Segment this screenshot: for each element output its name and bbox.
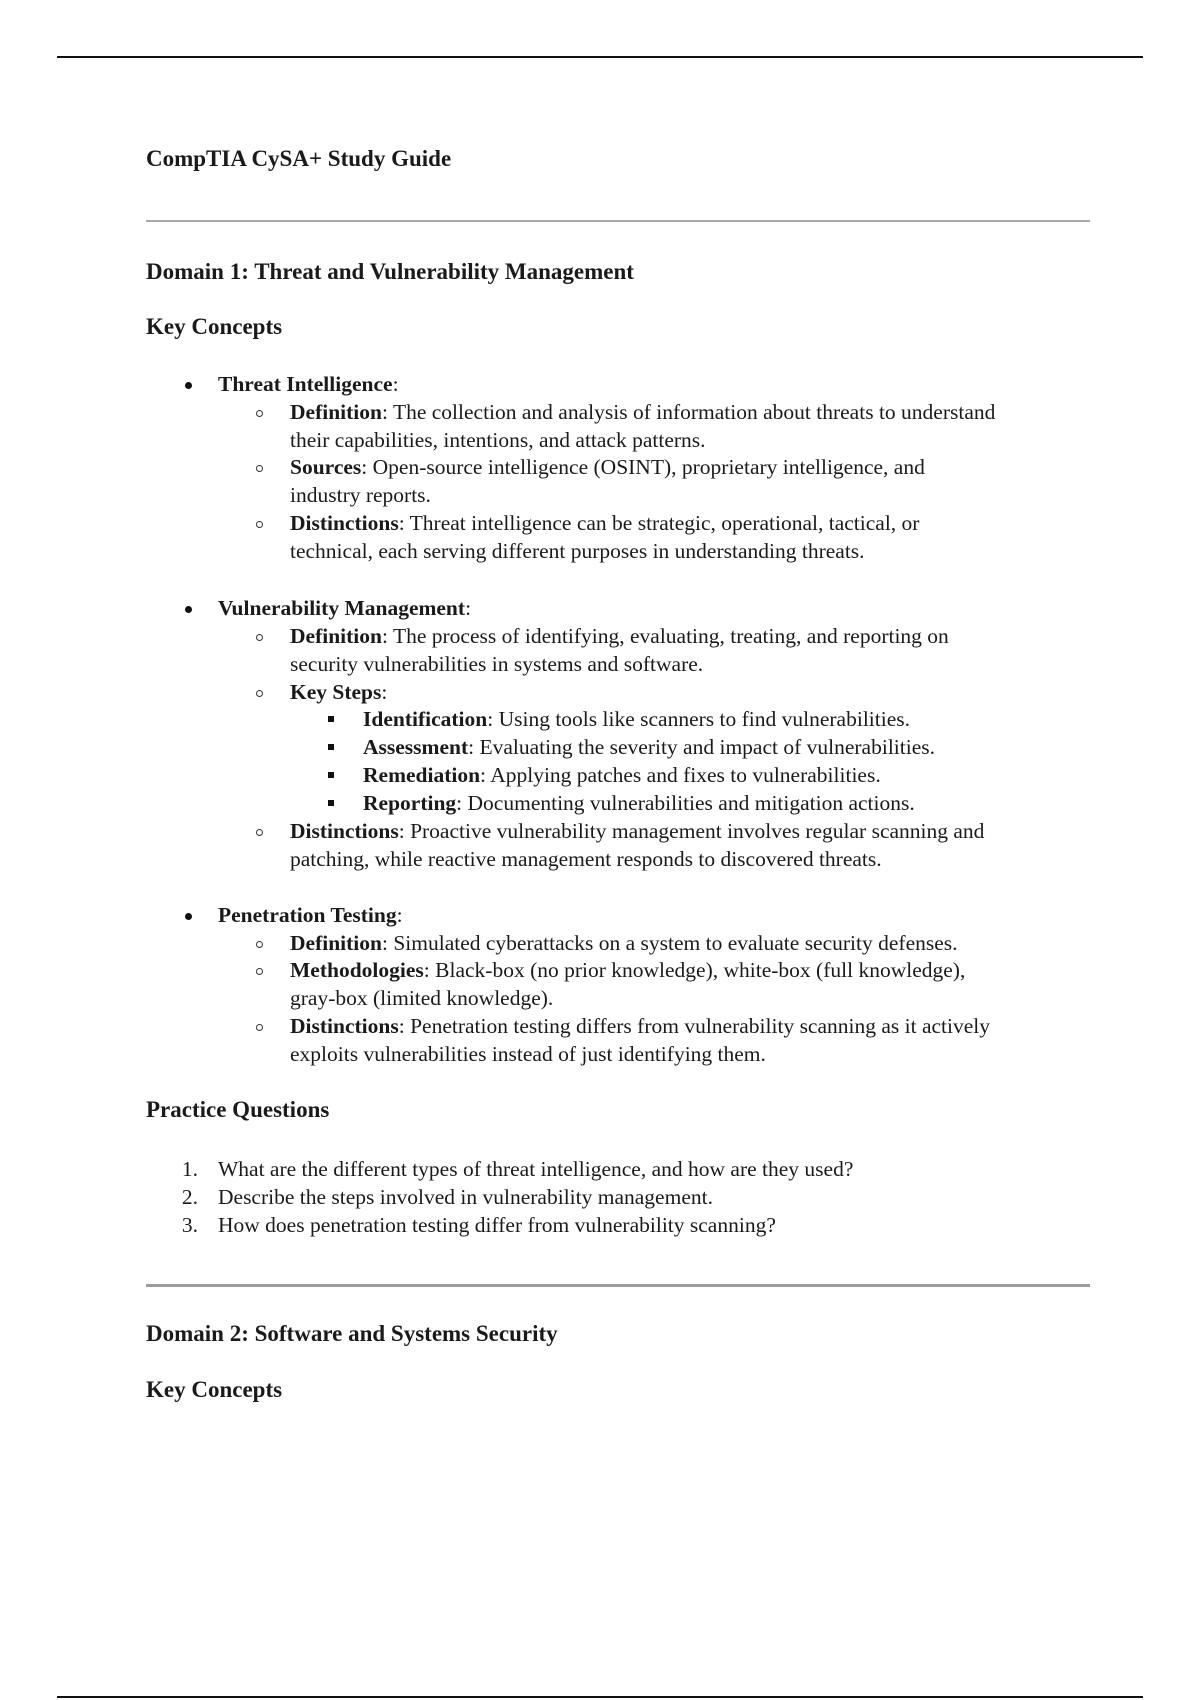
- bullet-circle: [256, 634, 263, 641]
- bullet-circle: [256, 410, 263, 417]
- key-concepts-heading: Key Concepts: [146, 1377, 283, 1402]
- concept-item: Definition: The collection and analysis of information about threats to understand: [290, 400, 996, 424]
- section-divider: [146, 220, 1090, 222]
- concept-heading: Vulnerability Management:: [218, 596, 472, 620]
- concept-item: Definition: The process of identifying, evaluating, treating, and reporting on: [290, 624, 949, 648]
- bullet-disc: [185, 606, 192, 613]
- concept-item-continued: their capabilities, intentions, and attack patterns.: [290, 428, 706, 452]
- bullet-square: [328, 800, 334, 806]
- bullet-circle: [256, 941, 263, 948]
- bullet-square: [328, 744, 334, 750]
- practice-question: Describe the steps involved in vulnerability management.: [218, 1185, 713, 1209]
- concept-item-continued: industry reports.: [290, 483, 431, 507]
- section-divider: [146, 1284, 1090, 1287]
- bullet-square: [328, 716, 334, 722]
- page-bottom-rule: [57, 1696, 1143, 1698]
- concept-heading: Threat Intelligence:: [218, 372, 399, 396]
- practice-questions-heading: Practice Questions: [146, 1097, 330, 1122]
- concept-item: Distinctions: Proactive vulnerability management involves regular scanning and: [290, 819, 985, 843]
- practice-question: How does penetration testing differ from vulnerability scanning?: [218, 1213, 776, 1237]
- concept-item: Distinctions: Threat intelligence can be strategic, operational, tactical, or: [290, 511, 920, 535]
- bullet-circle: [256, 465, 263, 472]
- page-top-rule: [57, 56, 1143, 58]
- bullet-disc: [185, 382, 192, 389]
- step-item: Remediation: Applying patches and fixes to vulnerabilities.: [363, 763, 881, 787]
- concept-item: Sources: Open-source intelligence (OSINT), proprietary intelligence, and: [290, 455, 925, 479]
- step-item: Assessment: Evaluating the severity and impact of vulnerabilities.: [363, 735, 935, 759]
- bullet-square: [328, 772, 334, 778]
- question-number: 3.: [181, 1213, 198, 1237]
- concept-item-continued: exploits vulnerabilities instead of just identifying them.: [290, 1042, 766, 1066]
- concept-item: Methodologies: Black-box (no prior knowledge), white-box (full knowledge),: [290, 958, 966, 982]
- bullet-circle: [256, 521, 263, 528]
- question-number: 2.: [181, 1185, 198, 1209]
- bullet-circle: [256, 829, 263, 836]
- concept-item-continued: security vulnerabilities in systems and software.: [290, 652, 704, 676]
- bullet-disc: [185, 913, 192, 920]
- concept-item: Key Steps:: [290, 680, 388, 704]
- bullet-circle: [256, 968, 263, 975]
- step-item: Identification: Using tools like scanners to find vulnerabilities.: [363, 707, 911, 731]
- concept-heading: Penetration Testing:: [218, 903, 403, 927]
- concept-item: Distinctions: Penetration testing differs from vulnerability scanning as it actively: [290, 1014, 991, 1038]
- practice-question: What are the different types of threat intelligence, and how are they used?: [218, 1157, 854, 1181]
- question-number: 1.: [181, 1157, 198, 1181]
- concept-item-continued: technical, each serving different purposes in understanding threats.: [290, 539, 865, 563]
- key-concepts-heading: Key Concepts: [146, 314, 283, 339]
- concept-item-continued: gray-box (limited knowledge).: [290, 986, 554, 1010]
- domain-2-heading: Domain 2: Software and Systems Security: [146, 1321, 558, 1346]
- concept-item-continued: patching, while reactive management responds to discovered threats.: [290, 847, 882, 871]
- concept-item: Definition: Simulated cyberattacks on a system to evaluate security defenses.: [290, 931, 958, 955]
- step-item: Reporting: Documenting vulnerabilities and mitigation actions.: [363, 791, 915, 815]
- bullet-circle: [256, 1024, 263, 1031]
- document-title: CompTIA CySA+ Study Guide: [146, 146, 452, 171]
- bullet-circle: [256, 690, 263, 697]
- domain-1-heading: Domain 1: Threat and Vulnerability Management: [146, 259, 634, 284]
